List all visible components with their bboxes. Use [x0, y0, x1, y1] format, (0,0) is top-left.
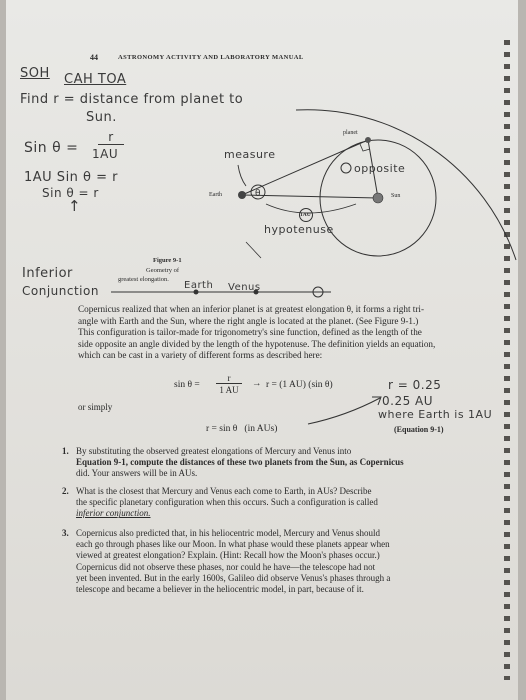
- or-simply: or simply: [78, 402, 113, 412]
- question-line: the specific planetary configuration when this occurs. Such a configuration is called: [76, 497, 378, 508]
- opposite-marker: [341, 163, 351, 173]
- note-measure: measure: [224, 148, 276, 161]
- question-line: yet been invented. But in the early 1600s, Galileo did observe Venus's phases through a: [76, 572, 391, 583]
- sun-label: Sun: [391, 193, 401, 199]
- note-inferior: Inferior: [22, 266, 73, 281]
- note-arrow-up: ↑: [68, 197, 82, 215]
- question-number: 2.: [62, 486, 69, 496]
- note-sin-r: Sin θ = r: [42, 186, 99, 200]
- question-line: What is the closest that Mercury and Venus each come to Earth, in AUs? Describe: [76, 486, 372, 496]
- intro-paragraph: [78, 304, 478, 362]
- question-line: each go through phases like our Moon. In what phase would these planets appear when: [76, 539, 390, 550]
- question-line: Copernicus also predicted that, in his heliocentric model, Mercury and Venus should: [76, 528, 381, 538]
- eq2: r = sin θ (in AUs): [206, 424, 278, 434]
- planet-dot: [365, 137, 371, 143]
- question-3: [62, 528, 454, 595]
- eq1-left: sin θ =: [174, 380, 200, 390]
- paragraph-line: angle with Earth and the Sun, where the right angle is located at the planet. (See Figure 9-1.): [78, 315, 419, 326]
- measure-arrow: [238, 165, 246, 186]
- note-sin-den: 1AU: [92, 147, 119, 161]
- theta-symbol: θ: [255, 189, 261, 199]
- note-hypotenuse: hypotenuse: [264, 223, 334, 236]
- handwritten-arrow: [308, 398, 380, 424]
- note-venus: Venus: [228, 282, 261, 293]
- notebook-page: [6, 0, 518, 700]
- note-cah-toa: CAH TOA: [64, 72, 127, 87]
- question-line: Copernicus did not observe these phases, nor could he have—the telescope had not: [76, 561, 376, 572]
- note-arrow: [306, 392, 386, 426]
- figure-caption-line1: Geometry of: [146, 267, 180, 274]
- figure-caption-title: Figure 9-1: [153, 257, 182, 264]
- sun-dot: [373, 193, 383, 203]
- paragraph-line: Copernicus realized that when an inferior planet is at greatest elongation θ, it forms a right tri-: [78, 304, 425, 314]
- note-soh: SOH: [20, 66, 50, 81]
- planet-label: planet: [343, 130, 358, 136]
- earth-dot: [238, 191, 246, 199]
- question-line: did. Your answers will be in AUs.: [76, 468, 198, 479]
- elongation-figure: [156, 100, 526, 300]
- eq1-numerator: r: [216, 373, 242, 384]
- note-conjunction: Conjunction: [22, 284, 99, 298]
- paragraph-line: side opposite an angle divided by the length of the hypotenuse. The definition yields an equation,: [78, 338, 436, 349]
- question-line: inferior conjunction.: [76, 508, 151, 519]
- eq1-arrow: →: [252, 379, 262, 389]
- note-earth: Earth: [184, 280, 214, 291]
- note-sin-eq: Sin θ =: [24, 140, 79, 156]
- page-number: 44: [90, 53, 98, 62]
- orbit-tick: [246, 242, 261, 258]
- au-label: 1AU: [300, 212, 311, 218]
- eq1-denominator: 1 AU: [219, 385, 239, 395]
- earth-orbit-arc: [296, 110, 516, 260]
- running-title: ASTRONOMY ACTIVITY AND LABORATORY MANUAL: [118, 54, 304, 61]
- question-line: viewed at greatest elongation? Explain. (Hint: Recall how the Moon's phases occur.): [76, 550, 380, 561]
- earth-label: Earth: [209, 192, 222, 198]
- note-find-line: Find r = distance from planet to: [20, 92, 244, 107]
- question-1: [62, 446, 454, 480]
- paragraph-line: This configuration is tailor-made for trigonometry's sine function, defined as the length of the: [78, 327, 422, 338]
- note-where-earth: where Earth is 1AU: [378, 408, 493, 421]
- question-number: 3.: [62, 528, 69, 538]
- note-r-value: r = 0.25: [388, 378, 442, 392]
- conjunction-sketch: [106, 280, 336, 304]
- question-line: telescope and became a believer in the heliocentric model, in part, because of it.: [76, 584, 364, 595]
- question-line: Equation 9-1, compute the distances of these two planets from the Sun, as Copernicus: [76, 457, 404, 468]
- figure-caption-line2: greatest elongation.: [118, 276, 169, 283]
- note-sin-num: r: [98, 130, 124, 145]
- note-find-line-2: Sun.: [86, 110, 117, 125]
- note-iau-line: 1AU Sin θ = r: [24, 170, 119, 185]
- eq1-right: r = (1 AU) (sin θ): [266, 380, 333, 390]
- paragraph-line: which can be cast in a variety of different forms as described here:: [78, 350, 323, 361]
- question-number: 1.: [62, 446, 69, 456]
- note-au-value: 0.25 AU: [382, 394, 434, 408]
- note-opposite: opposite: [354, 162, 406, 175]
- equation-label: (Equation 9-1): [394, 425, 444, 434]
- question-2: [62, 486, 454, 520]
- question-line: By substituting the observed greatest elongations of Mercury and Venus into: [76, 446, 352, 456]
